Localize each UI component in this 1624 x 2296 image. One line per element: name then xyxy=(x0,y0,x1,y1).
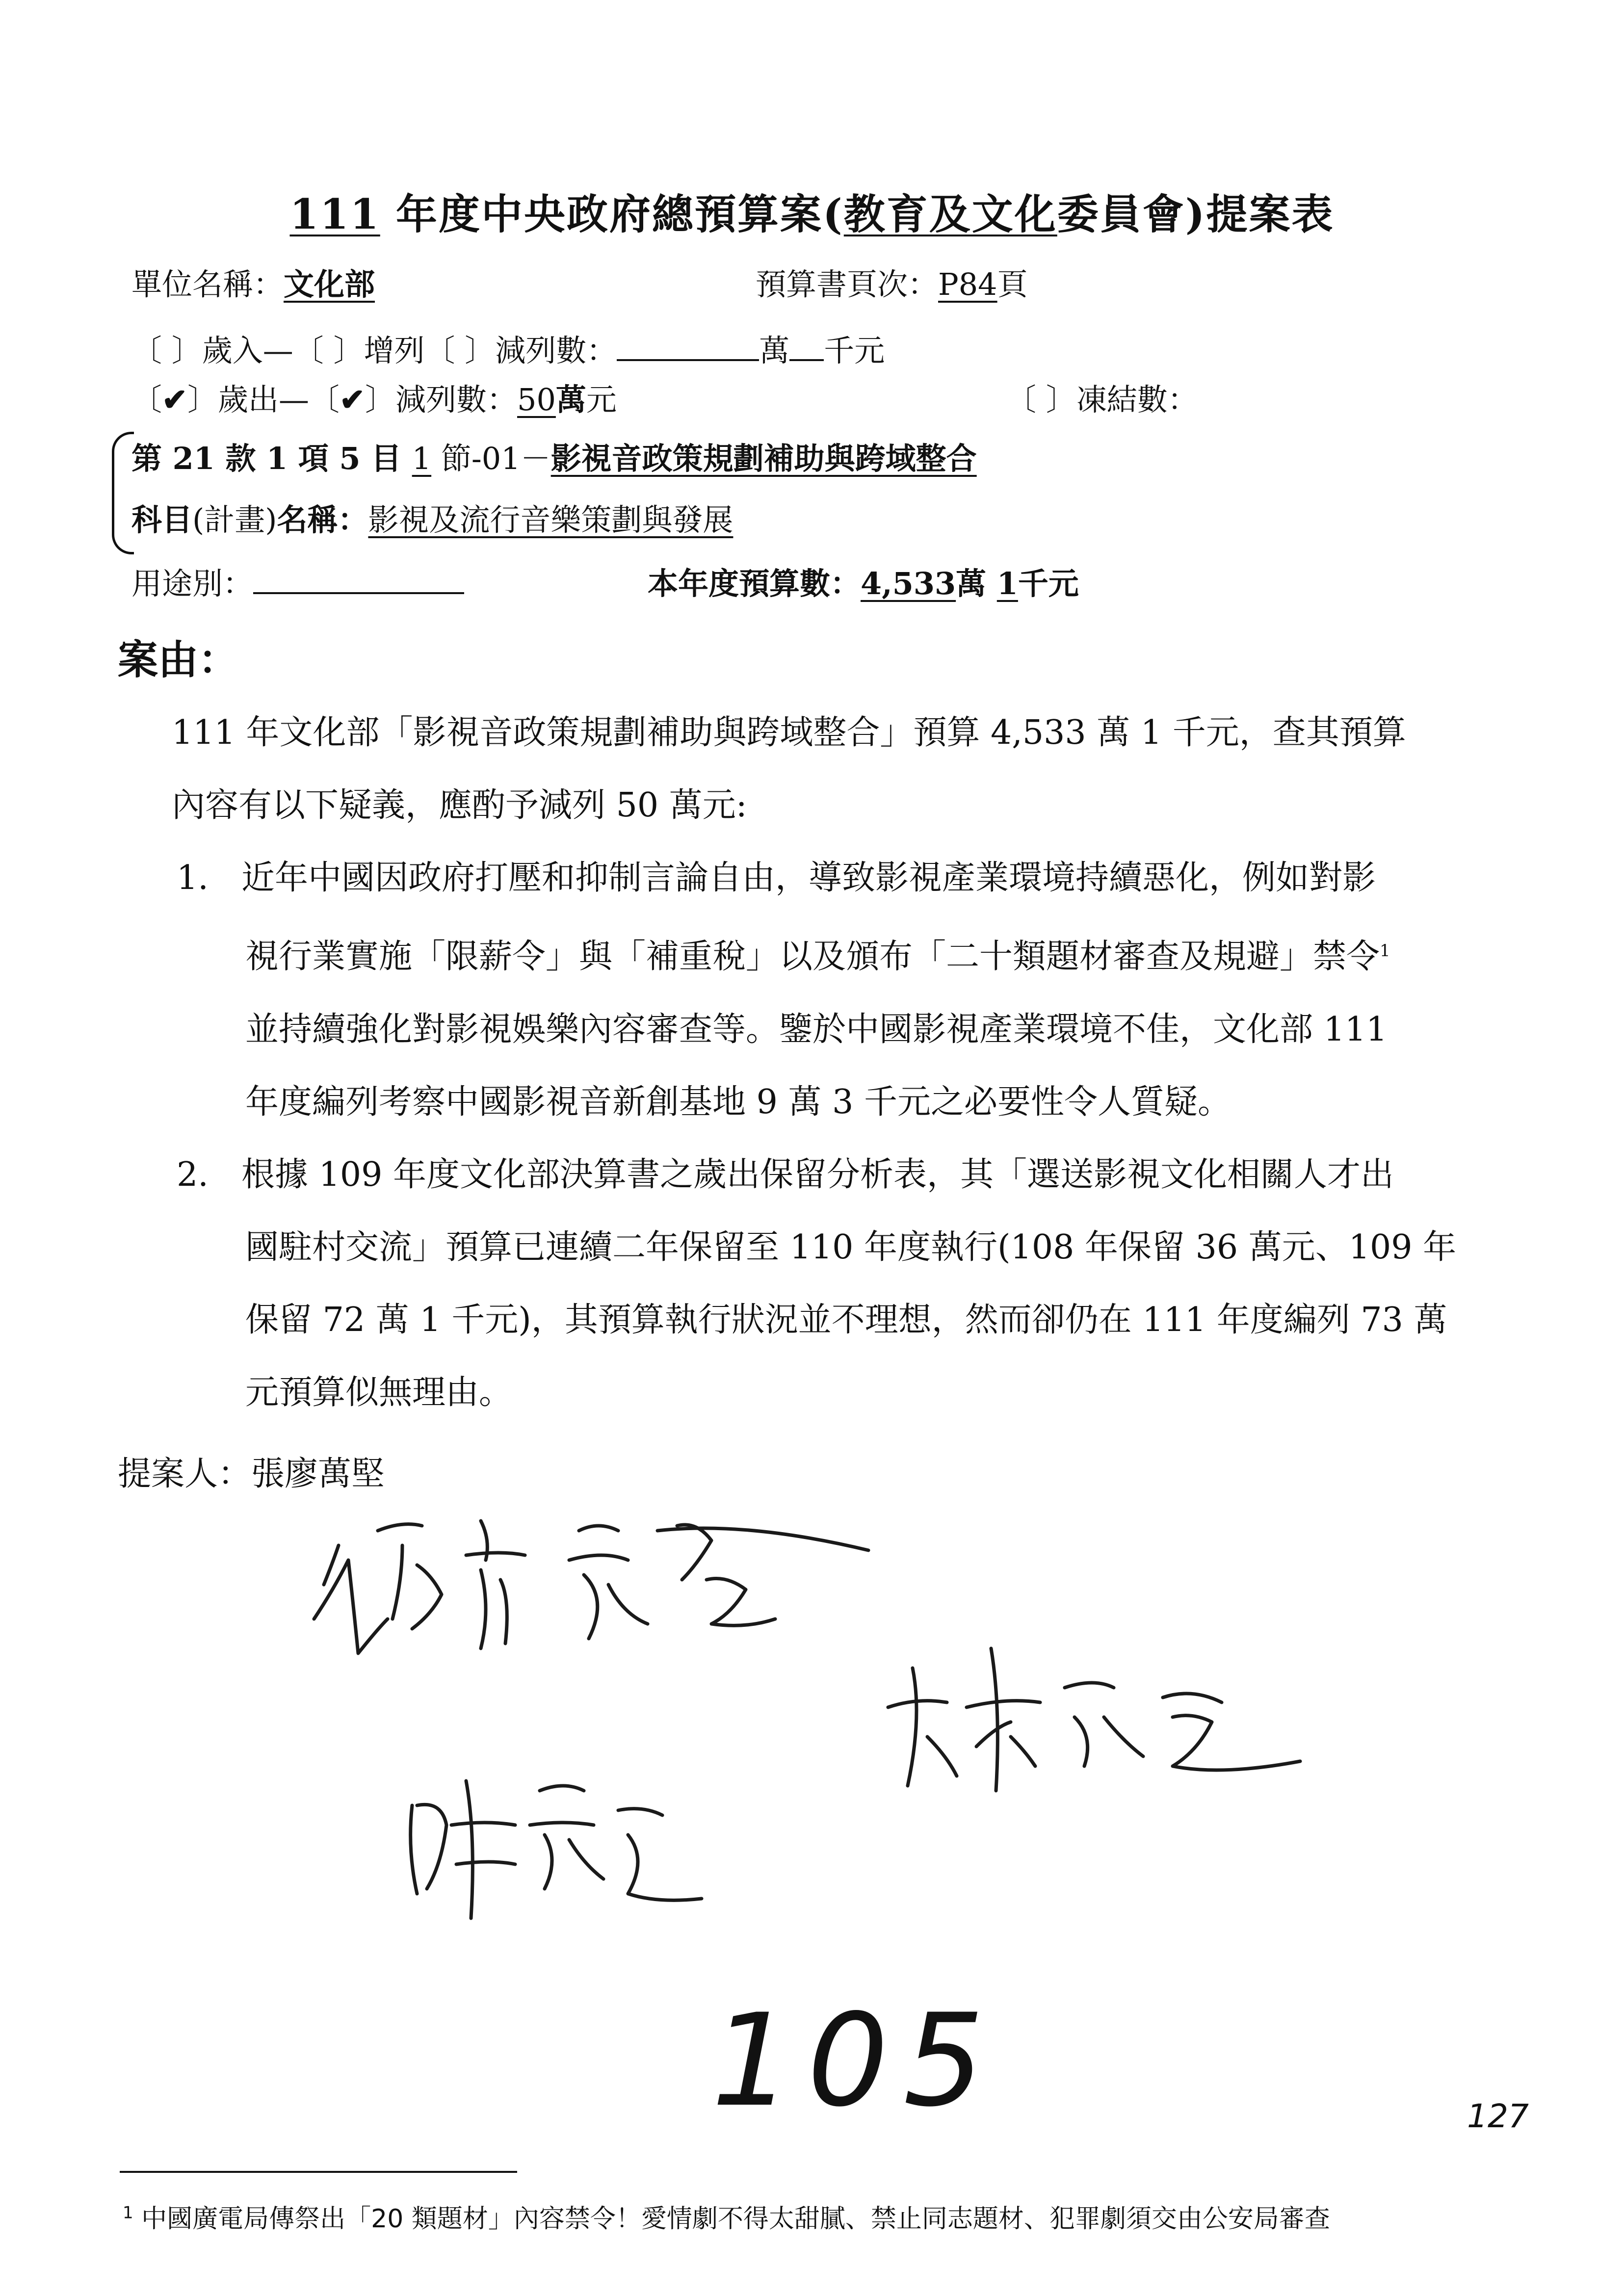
usage-label: 用途別： xyxy=(131,566,254,601)
freeze-row xyxy=(1006,375,1198,419)
expense-bracket-2-close: 〕 xyxy=(365,382,395,417)
budget-qian: 千元 xyxy=(1018,566,1079,601)
unit-label: 單位名稱： xyxy=(131,266,284,302)
subject-value: 影視及流行音樂策劃與發展 xyxy=(368,502,733,538)
item-number: 1. xyxy=(177,859,209,897)
section-line-1 xyxy=(131,434,977,478)
subject-paren: (計畫) xyxy=(192,502,277,538)
expense-row xyxy=(131,375,617,419)
income-wan: 萬 xyxy=(759,333,790,368)
usage-blank xyxy=(253,592,464,594)
section-bracket xyxy=(112,432,134,554)
unit-row xyxy=(131,260,375,304)
footnote xyxy=(123,2198,1330,2235)
case-body xyxy=(118,697,1550,1429)
title-part2: 委員會)提案表 xyxy=(1057,190,1335,238)
page-number: 105 xyxy=(711,1987,999,2135)
expense-text-1: 歲出— xyxy=(217,382,309,417)
budget-label: 本年度預算數： xyxy=(648,566,861,601)
title-committee: 教育及文化 xyxy=(843,190,1057,238)
page-ref-label: 預算書頁次： xyxy=(756,266,939,302)
page-ref-suffix: 頁 xyxy=(997,266,1028,302)
title-part1: 年度中央政府總預算案( xyxy=(380,190,844,238)
subject-label: 科目 xyxy=(131,502,193,538)
signature-1 xyxy=(304,1501,893,1678)
footnote-text: 中國廣電局傳祭出「20 類題材」內容禁令！愛情劇不得太甜膩、禁止同志題材、犯罪劇須交由公安局審查 xyxy=(141,2204,1330,2234)
intro-line-1: 111 年文化部「影視音政策規劃補助與跨域整合」預算 4,533 萬 1 千元，查其預算 xyxy=(172,713,1406,752)
proposer-name: 張廖萬堅 xyxy=(251,1455,385,1493)
unit-value: 文化部 xyxy=(284,266,375,302)
item-line: 元預算似無理由。 xyxy=(245,1373,513,1412)
item-line: 並持續強化對影視娛樂內容審查等。鑒於中國影視產業環境不佳，文化部 111 xyxy=(245,1010,1388,1049)
item-line: 年度編列考察中國影視音新創基地 9 萬 3 千元之必要性令人質疑。 xyxy=(245,1082,1231,1122)
budget-amount: 4,533 xyxy=(861,566,956,601)
intro-line-2: 內容有以下疑義，應酌予減列 50 萬元: xyxy=(172,786,747,825)
footnote-number: 1 xyxy=(123,2203,133,2223)
page-ref-value: P84 xyxy=(938,266,997,302)
income-amount-blank xyxy=(617,359,759,361)
signature-2 xyxy=(878,1639,1330,1815)
section-code-a: 第 21 款 1 項 5 目 xyxy=(131,441,412,476)
item-line: 近年中國因政府打壓和抑制言論自由，導致影視產業環境持續惡化，例如對影 xyxy=(241,859,1376,897)
expense-bracket-1-close: 〕 xyxy=(187,382,218,417)
budget-qian-num: 1 xyxy=(996,566,1018,601)
expense-unit-2: 元 xyxy=(586,382,617,417)
page-title xyxy=(0,182,1624,241)
section-code-b: 節-01－ xyxy=(431,441,551,476)
corner-mark: 127 xyxy=(1467,2097,1529,2135)
income-bracket-3: 〔 〕 xyxy=(424,333,496,368)
item-line: 視行業實施「限薪令」與「補重稅」以及頒布「二十類題材審查及規避」禁令 xyxy=(245,937,1380,976)
case-heading: 案由： xyxy=(118,636,239,683)
check-icon: ✔ xyxy=(162,382,187,417)
expense-bracket-2: 〔 xyxy=(309,382,340,417)
expense-unit: 萬 xyxy=(555,382,586,417)
list-item xyxy=(118,1139,1550,1211)
income-text-2: 增列 xyxy=(364,333,425,368)
item-number: 2. xyxy=(177,1155,209,1194)
section-title: 影視音政策規劃補助與跨域整合 xyxy=(550,441,977,476)
proposer-label: 提案人： xyxy=(118,1455,252,1493)
income-qian: 千元 xyxy=(824,333,885,368)
item-line-wrap xyxy=(118,914,1550,993)
item-line: 保留 72 萬 1 千元)，其預算執行狀況並不理想，然而卻仍在 111 年度編列 73 萬 xyxy=(245,1300,1447,1339)
usage-row xyxy=(131,559,464,603)
section-code-num: 1 xyxy=(412,441,432,476)
income-bracket-2: 〔 〕 xyxy=(293,333,364,368)
page-ref-row xyxy=(756,260,1028,304)
expense-amount: 50 xyxy=(517,382,556,417)
income-text-1: 歲入— xyxy=(202,333,293,368)
income-qian-blank xyxy=(789,359,824,361)
income-bracket-1: 〔 〕 xyxy=(131,333,202,368)
subject-name-label: 名稱： xyxy=(277,502,368,538)
signature-3 xyxy=(397,1761,716,1928)
proposer xyxy=(118,1447,385,1495)
income-text-3: 減列數： xyxy=(495,333,617,368)
expense-bracket-1: 〔 xyxy=(131,382,162,417)
title-year: 111 xyxy=(289,190,380,238)
budget-row xyxy=(648,559,1079,603)
freeze-bracket: 〔 〕 xyxy=(1006,382,1076,417)
footnote-divider xyxy=(120,2171,517,2173)
income-row xyxy=(131,326,885,370)
check-icon: ✔ xyxy=(340,382,365,417)
expense-text-2: 減列數： xyxy=(395,382,517,417)
list-item xyxy=(118,842,1550,914)
footnote-ref: 1 xyxy=(1380,941,1390,961)
section-line-2 xyxy=(131,496,733,539)
item-line: 根據 109 年度文化部決算書之歲出保留分析表，其「選送影視文化相關人才出 xyxy=(241,1155,1394,1194)
budget-wan: 萬 xyxy=(956,566,987,601)
item-line: 國駐村交流」預算已連續二年保留至 110 年度執行(108 年保留 36 萬元、109 年 xyxy=(245,1227,1457,1267)
freeze-label: 凍結數： xyxy=(1076,382,1198,417)
